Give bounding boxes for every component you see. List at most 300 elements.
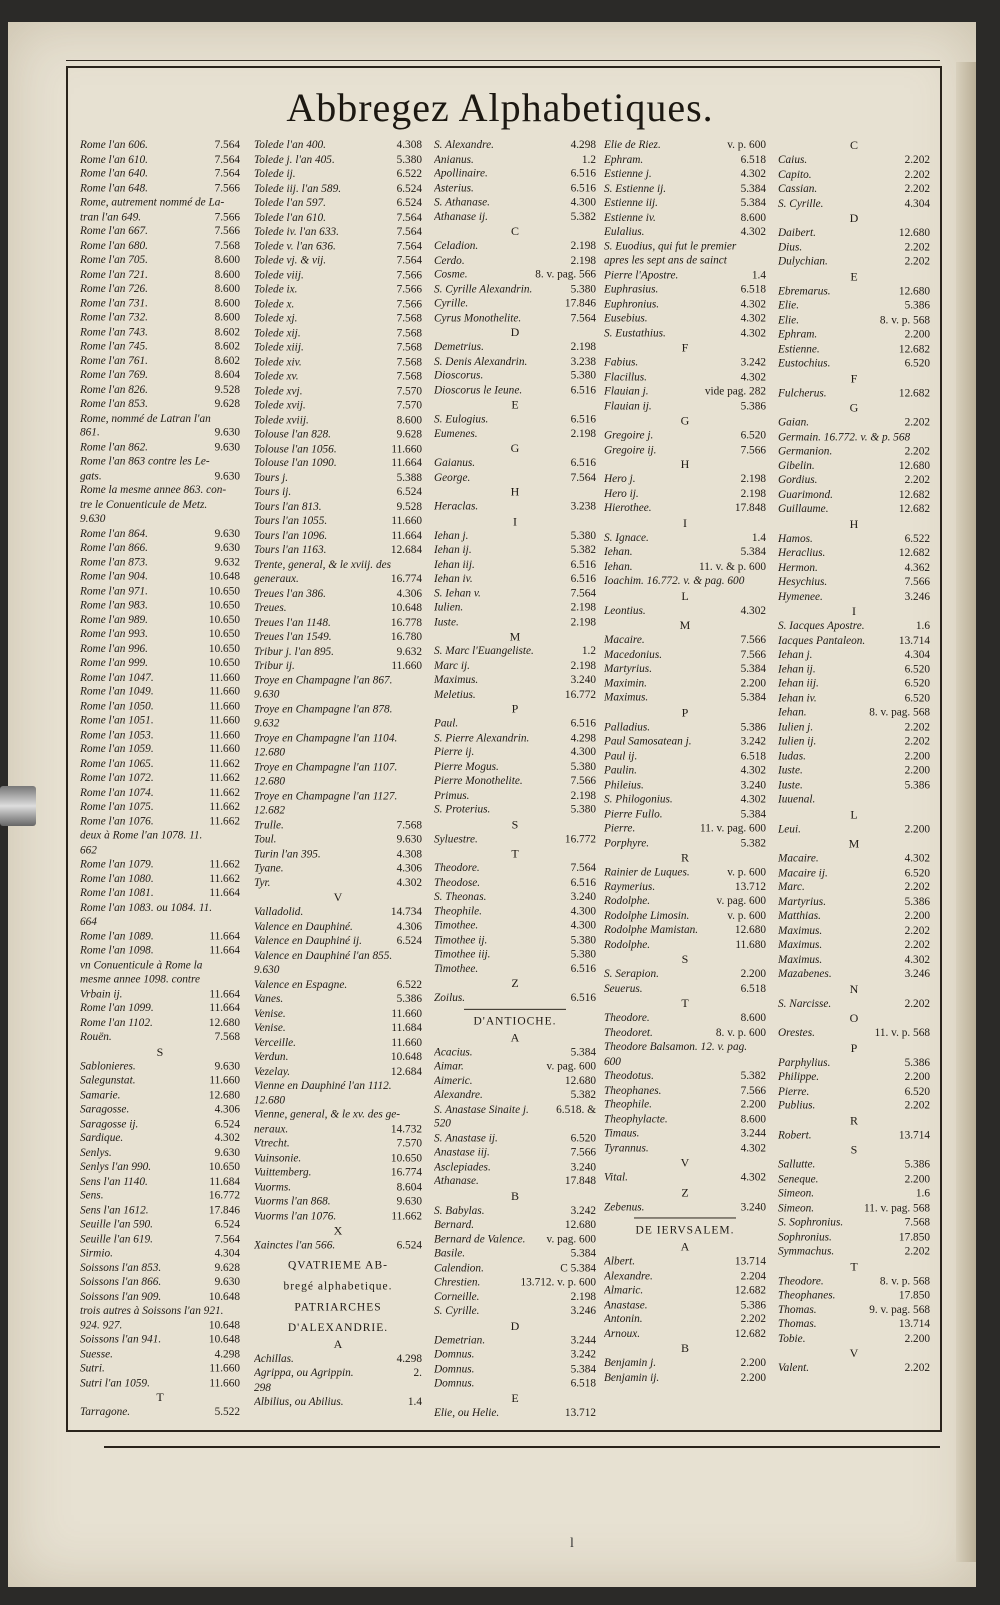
- index-entry: [778, 764, 930, 778]
- entry-reference: 17.846: [564, 297, 596, 310]
- entry-name: Hero ij.: [604, 487, 639, 500]
- entry-reference: 6.518. &: [556, 1103, 596, 1116]
- entry-name: Rodolphe.: [604, 895, 651, 908]
- index-entry: [80, 383, 240, 397]
- index-entry: [80, 1333, 240, 1347]
- entry-name: Iehan iv.: [778, 692, 817, 705]
- entry-reference: 12.680: [898, 459, 930, 472]
- index-entry: [80, 742, 240, 756]
- entry-reference: 10.648: [390, 1050, 422, 1063]
- entry-reference: 5.382: [570, 1089, 596, 1101]
- index-entry: [604, 239, 766, 253]
- entry-name: Athanase ij.: [434, 210, 488, 223]
- entry-reference: 6.520: [904, 677, 930, 690]
- index-entry: [604, 1200, 766, 1214]
- entry-name: Hamos.: [778, 532, 813, 545]
- entry-reference: [762, 1040, 766, 1054]
- entry-reference: 9.630: [214, 1060, 240, 1073]
- index-entry: [80, 1318, 240, 1332]
- entry-name: Rome l'an 732.: [80, 311, 148, 324]
- index-entry: [778, 880, 930, 894]
- index-entry: [80, 814, 240, 828]
- entry-reference: 5.384: [740, 196, 766, 209]
- entry-reference: 2.200: [740, 677, 766, 690]
- entry-name: Theodore.: [778, 1274, 824, 1287]
- index-entry: [254, 644, 422, 658]
- index-entry: [434, 195, 596, 209]
- index-entry: [434, 340, 596, 354]
- entry-name: S. Euodius, qui fut le premier: [604, 240, 737, 253]
- index-entry: [604, 1171, 766, 1185]
- entry-reference: 4.306: [396, 862, 422, 875]
- entry-name: Iulien.: [434, 601, 464, 614]
- entry-reference: [236, 1304, 240, 1318]
- entry-reference: 10.650: [208, 656, 240, 669]
- entry-name: Tolede xviij.: [254, 413, 309, 426]
- entry-name: Saragosse.: [80, 1103, 130, 1116]
- entry-name: Rome l'an 1072.: [80, 772, 154, 784]
- entry-reference: 4.302: [740, 370, 766, 383]
- index-entry: [434, 991, 596, 1005]
- index-entry: [434, 717, 596, 731]
- index-entry: [604, 225, 766, 239]
- entry-reference: 11.662: [209, 858, 240, 871]
- section-letter: C: [510, 224, 519, 239]
- index-entry: [80, 267, 240, 281]
- section-letter: I: [513, 513, 517, 528]
- entry-name: Heraclius.: [778, 547, 826, 560]
- index-entry: [434, 904, 596, 918]
- entry-name: Thomas.: [778, 1318, 817, 1331]
- entry-reference: 5.386: [740, 1298, 766, 1311]
- index-entry: [434, 890, 596, 904]
- entry-reference: 11.660: [209, 671, 240, 684]
- entry-name: Capito.: [778, 168, 812, 181]
- entry-name: Tolede viij.: [254, 269, 304, 282]
- entry-name: Theodore.: [434, 862, 480, 875]
- entry-reference: 2.198: [570, 240, 596, 252]
- entry-reference: [418, 673, 422, 687]
- index-entry: [254, 210, 422, 224]
- index-entry: [80, 311, 240, 325]
- index-entry: [80, 987, 240, 1001]
- index-entry: [604, 691, 766, 705]
- entry-name: Gordius.: [778, 474, 818, 487]
- section-letter: I: [852, 603, 856, 618]
- index-entry: [80, 642, 240, 656]
- index-entry: [434, 470, 596, 484]
- section-heading: D'ANTIOCHE.: [473, 1015, 557, 1028]
- entry-name: Rome l'an 1051.: [80, 714, 154, 727]
- index-entry: [80, 1131, 240, 1145]
- entry-name: Vezelay.: [254, 1065, 291, 1078]
- index-entry: [434, 947, 596, 961]
- entry-name: Sallutte.: [778, 1158, 816, 1171]
- entry-reference: 9.630: [214, 527, 240, 540]
- entry-reference: 1.6: [915, 619, 930, 632]
- entry-name: Rome la mesme annee 863. con-: [80, 484, 227, 497]
- entry-reference: 13.712. v. p. 600: [520, 1276, 596, 1289]
- entry-reference: 8.600: [740, 211, 766, 224]
- index-entry: [778, 1172, 930, 1186]
- entry-reference: 2.198: [570, 789, 596, 802]
- index-entry: [434, 1204, 596, 1218]
- entry-reference: [418, 803, 422, 817]
- entry-name: Vuittemberg.: [254, 1166, 312, 1179]
- section-heading: bregé alphabetique.: [283, 1279, 393, 1292]
- entry-reference: 7.566: [740, 648, 766, 661]
- index-entry: [254, 1209, 422, 1223]
- index-entry: [434, 239, 596, 253]
- entry-reference: 5.384: [570, 1363, 596, 1375]
- entry-name: Iuste.: [778, 764, 803, 777]
- entry-reference: 6.524: [396, 486, 422, 499]
- entry-reference: 9.628: [396, 428, 422, 441]
- entry-reference: 10.650: [208, 613, 240, 626]
- entry-name: Domnus.: [434, 1377, 475, 1390]
- entry-name: vn Conuenticule à Rome la: [80, 959, 203, 972]
- index-entry: [254, 760, 422, 774]
- entry-reference: 2.200: [740, 968, 766, 981]
- entry-name: Domnus.: [434, 1348, 475, 1361]
- index-entry: [778, 1332, 930, 1346]
- section-letter: S: [850, 1142, 858, 1157]
- entry-reference: 6.518: [740, 153, 766, 166]
- index-entry: [80, 512, 240, 526]
- entry-reference: 11.664: [209, 1002, 240, 1015]
- index-entry: [434, 962, 596, 976]
- entry-name: Rainier de Luques.: [604, 866, 690, 879]
- entry-name: Rome l'an 721.: [80, 268, 148, 281]
- section-letter: M: [509, 629, 521, 644]
- entry-name: Meletius.: [434, 688, 476, 701]
- column-2: [254, 138, 422, 1420]
- entry-name: S. Philogonius.: [604, 793, 673, 806]
- entry-reference: 5.384: [740, 807, 766, 820]
- index-entry: [80, 483, 240, 497]
- entry-reference: 7.564: [396, 225, 422, 238]
- index-entry: [254, 1395, 422, 1409]
- index-entry: [604, 531, 766, 545]
- entry-reference: 6.518: [740, 283, 766, 296]
- entry-name: Cosme.: [434, 268, 468, 281]
- entry-reference: 5.384: [570, 1247, 596, 1260]
- entry-name: Valence en Dauphiné ij.: [254, 935, 362, 948]
- index-entry: [80, 829, 240, 843]
- entry-reference: 7.566: [214, 210, 240, 223]
- entry-name: Rome l'an 1079.: [80, 858, 154, 871]
- index-entry: [254, 1238, 422, 1252]
- entry-name: Athanase.: [434, 1175, 479, 1188]
- entry-name: Rome l'an 1049.: [80, 685, 154, 698]
- entry-reference: 11.684: [209, 1175, 240, 1188]
- index-entry: [778, 532, 930, 546]
- index-entry: [604, 1098, 766, 1112]
- index-entry: [434, 673, 596, 687]
- entry-reference: 11.662: [209, 772, 240, 784]
- index-entry: [434, 774, 596, 788]
- index-entry: [254, 861, 422, 875]
- entry-reference: 12.682: [898, 488, 930, 501]
- entry-name: Senlys l'an 990.: [80, 1161, 152, 1173]
- index-entry: [778, 619, 930, 633]
- entry-name: S. Cyrille.: [778, 197, 824, 210]
- entry-reference: 4.302: [740, 327, 766, 340]
- section-letter: M: [848, 836, 860, 851]
- entry-reference: 4.302: [740, 298, 766, 311]
- entry-reference: 6.522: [396, 167, 422, 180]
- entry-reference: 4.302: [740, 1171, 766, 1184]
- entry-name: Rome l'an 1065.: [80, 757, 154, 770]
- entry-reference: 8.602: [214, 326, 240, 338]
- entry-reference: 2.198: [740, 487, 766, 500]
- entry-reference: 8.600: [214, 254, 240, 267]
- entry-name: Daibert.: [778, 226, 816, 239]
- entry-name: Iulien j.: [778, 721, 814, 734]
- entry-name: Rome l'an 667.: [80, 225, 148, 238]
- entry-reference: 4.300: [570, 905, 596, 918]
- entry-reference: 3.242: [740, 356, 766, 369]
- entry-reference: 7.566: [214, 182, 240, 195]
- index-entry: [434, 1131, 596, 1145]
- entry-name: Rome l'an 853.: [80, 397, 148, 410]
- entry-name: Vuorms.: [254, 1181, 292, 1194]
- index-entry: [604, 1083, 766, 1097]
- index-entry: [604, 1011, 766, 1025]
- entry-name: Suesse.: [80, 1348, 113, 1360]
- entry-reference: 11.662: [391, 1209, 422, 1222]
- index-entry: [778, 1361, 930, 1375]
- entry-name: Rome l'an 680.: [80, 239, 148, 252]
- entry-name: 664: [80, 915, 97, 928]
- index-entry: [434, 543, 596, 557]
- entry-reference: 2.198: [570, 659, 596, 672]
- index-entry: [254, 688, 422, 702]
- entry-reference: 12.684: [390, 1065, 422, 1078]
- entry-reference: 9.528: [396, 500, 422, 513]
- entry-name: Macaire.: [604, 633, 645, 646]
- entry-reference: 8.600: [396, 413, 422, 426]
- entry-reference: 4.300: [570, 919, 596, 932]
- index-entry: [604, 138, 766, 152]
- entry-name: Maximus.: [778, 924, 823, 937]
- index-entry: [434, 586, 596, 600]
- entry-reference: 2.202: [904, 735, 930, 748]
- entry-name: Venise.: [254, 1021, 286, 1034]
- index-entry: [80, 570, 240, 584]
- entry-name: tran l'an 649.: [80, 210, 142, 223]
- entry-name: Hymenee.: [778, 590, 823, 603]
- entry-name: Rome l'an 1047.: [80, 671, 154, 684]
- entry-reference: 11.660: [209, 1362, 240, 1375]
- entry-name: Vuorms l'an 1076.: [254, 1209, 337, 1222]
- entry-reference: 2.200: [904, 328, 930, 341]
- index-entry: [604, 326, 766, 340]
- entry-reference: 7.566: [740, 1084, 766, 1097]
- entry-name: Vienne, general, & le xv. des ge-: [254, 1108, 401, 1121]
- index-entry: [80, 1304, 240, 1318]
- entry-name: Maximus.: [434, 673, 479, 686]
- entry-reference: 8.600: [740, 1011, 766, 1024]
- entry-reference: 16.778: [390, 616, 422, 629]
- entry-reference: 3.240: [570, 890, 596, 903]
- index-entry: [254, 529, 422, 543]
- index-entry: [254, 1021, 422, 1035]
- entry-name: Eustochius.: [778, 357, 831, 370]
- entry-name: Valladolid.: [254, 906, 304, 919]
- entry-reference: 11.660: [209, 1376, 240, 1389]
- index-entry: [80, 325, 240, 339]
- entry-reference: 2.202: [904, 241, 930, 254]
- entry-reference: 2.200: [904, 910, 930, 923]
- entry-name: Iehan.: [604, 546, 633, 559]
- index-entry: [434, 861, 596, 875]
- entry-reference: 9.632: [396, 645, 422, 658]
- index-entry: [434, 369, 596, 383]
- entry-reference: 3.244: [570, 1334, 596, 1347]
- entry-reference: 12.680: [564, 1218, 596, 1231]
- index-entry: [434, 572, 596, 586]
- entry-name: Gaianus.: [434, 457, 476, 469]
- entry-name: S. Serapion.: [604, 968, 659, 981]
- index-entry: [778, 473, 930, 487]
- entry-name: Rome l'an 1083. ou 1084. 11.: [80, 901, 213, 914]
- entry-reference: 7.566: [570, 775, 596, 787]
- entry-name: Gaian.: [778, 416, 810, 429]
- index-entry: [80, 411, 240, 425]
- entry-name: Soissons l'an 853.: [80, 1261, 162, 1274]
- index-entry: [254, 1151, 422, 1165]
- index-entry: [254, 847, 422, 861]
- entry-name: Matthias.: [778, 910, 821, 923]
- index-entry: [80, 958, 240, 972]
- index-entry: [80, 1405, 240, 1419]
- entry-reference: 16.772: [564, 832, 596, 845]
- entry-name: Martyrius.: [778, 895, 827, 908]
- entry-reference: 7.568: [214, 239, 240, 252]
- entry-name: Ebremarus.: [778, 285, 831, 298]
- index-entry: [778, 1244, 930, 1258]
- index-entry: [254, 1122, 422, 1136]
- index-entry: [80, 152, 240, 166]
- entry-reference: [236, 411, 240, 425]
- section-letter: B: [680, 1341, 689, 1356]
- index-entry: [80, 915, 240, 929]
- entry-reference: 9.630: [214, 541, 240, 554]
- entry-reference: 10.648: [208, 570, 240, 583]
- index-entry: [80, 872, 240, 886]
- entry-reference: 4.302: [740, 764, 766, 777]
- index-entry: [254, 731, 422, 745]
- entry-name: Seuille l'an 619.: [80, 1232, 154, 1245]
- entry-reference: 2.202: [904, 939, 930, 952]
- entry-reference: 7.568: [396, 341, 422, 354]
- entry-name: Trente, general, & le xviij. des: [254, 558, 391, 571]
- index-entry: [254, 427, 422, 441]
- entry-name: Iehan iv.: [434, 572, 473, 585]
- entry-name: Apollinaire.: [434, 167, 488, 180]
- entry-name: Timothee iij.: [434, 948, 491, 961]
- entry-name: Heraclas.: [434, 500, 479, 513]
- index-entry: [778, 299, 930, 313]
- index-entry: [254, 283, 422, 297]
- entry-name: 9.630: [80, 513, 106, 525]
- entry-name: Sophronius.: [778, 1230, 832, 1243]
- entry-name: Elie de Riez.: [604, 138, 661, 151]
- entry-name: S. Anastase Sinaite j.: [434, 1103, 529, 1116]
- entry-name: Corneille.: [434, 1290, 480, 1303]
- entry-name: Estienne j.: [604, 167, 652, 180]
- entry-name: 12.682: [254, 804, 286, 817]
- section-letter: M: [679, 617, 691, 632]
- entry-reference: [418, 688, 422, 702]
- entry-name: Gregoire j.: [604, 429, 654, 442]
- index-entry: [778, 822, 930, 836]
- index-entry: [778, 182, 930, 196]
- entry-reference: 6.516: [570, 962, 596, 975]
- entry-name: Iehan iij.: [434, 558, 475, 571]
- entry-reference: 5.382: [740, 1069, 766, 1082]
- entry-name: Verceille.: [254, 1036, 296, 1049]
- entry-name: 12.680: [254, 775, 286, 788]
- entry-reference: [236, 512, 240, 526]
- entry-reference: [418, 789, 422, 803]
- section-letter: T: [850, 1258, 858, 1273]
- index-entry: [80, 670, 240, 684]
- index-entry: [434, 760, 596, 774]
- entry-reference: 3.244: [740, 1127, 766, 1140]
- entry-reference: 7.564: [396, 254, 422, 267]
- index-entry: [778, 1070, 930, 1084]
- entry-reference: 6.520: [904, 663, 930, 676]
- index-entry: [254, 746, 422, 760]
- index-entry: [254, 832, 422, 846]
- entry-name: Rome l'an 743.: [80, 326, 148, 338]
- index-entry: [778, 561, 930, 575]
- entry-reference: 12.680: [564, 1074, 596, 1087]
- entry-reference: 4.308: [396, 847, 422, 860]
- index-entry: [604, 384, 766, 398]
- index-entry: [778, 967, 930, 981]
- entry-name: Hierothee.: [604, 502, 652, 515]
- entry-reference: 12.682: [898, 386, 930, 399]
- entry-name: Symmachus.: [778, 1245, 835, 1258]
- entry-name: Rome l'an 989.: [80, 613, 148, 626]
- entry-reference: 7.564: [214, 153, 240, 166]
- index-entry: [778, 749, 930, 763]
- entry-name: Iacques Pantaleon.: [778, 634, 866, 647]
- index-entry: [604, 254, 766, 268]
- index-entry: [254, 254, 422, 268]
- entry-reference: 4.302: [740, 793, 766, 806]
- index-entry: [604, 676, 766, 690]
- entry-name: Rome, autrement nommé de La-: [80, 196, 225, 209]
- entry-name: Rome l'an 1099.: [80, 1002, 154, 1015]
- entry-reference: 6.516: [570, 167, 596, 180]
- entry-reference: C 5.384: [560, 1261, 596, 1274]
- entry-name: Raymerius.: [604, 880, 656, 893]
- index-entry: [604, 836, 766, 850]
- entry-reference: 2.202: [904, 255, 930, 268]
- entry-reference: 10.648: [208, 1319, 240, 1332]
- entry-reference: 9.628: [214, 1261, 240, 1274]
- entry-reference: 4.302: [740, 604, 766, 617]
- index-entry: [604, 807, 766, 821]
- entry-reference: 7.566: [396, 283, 422, 296]
- entry-reference: 10.648: [208, 1333, 240, 1346]
- entry-reference: 2.202: [904, 1099, 930, 1112]
- entry-reference: [762, 239, 766, 253]
